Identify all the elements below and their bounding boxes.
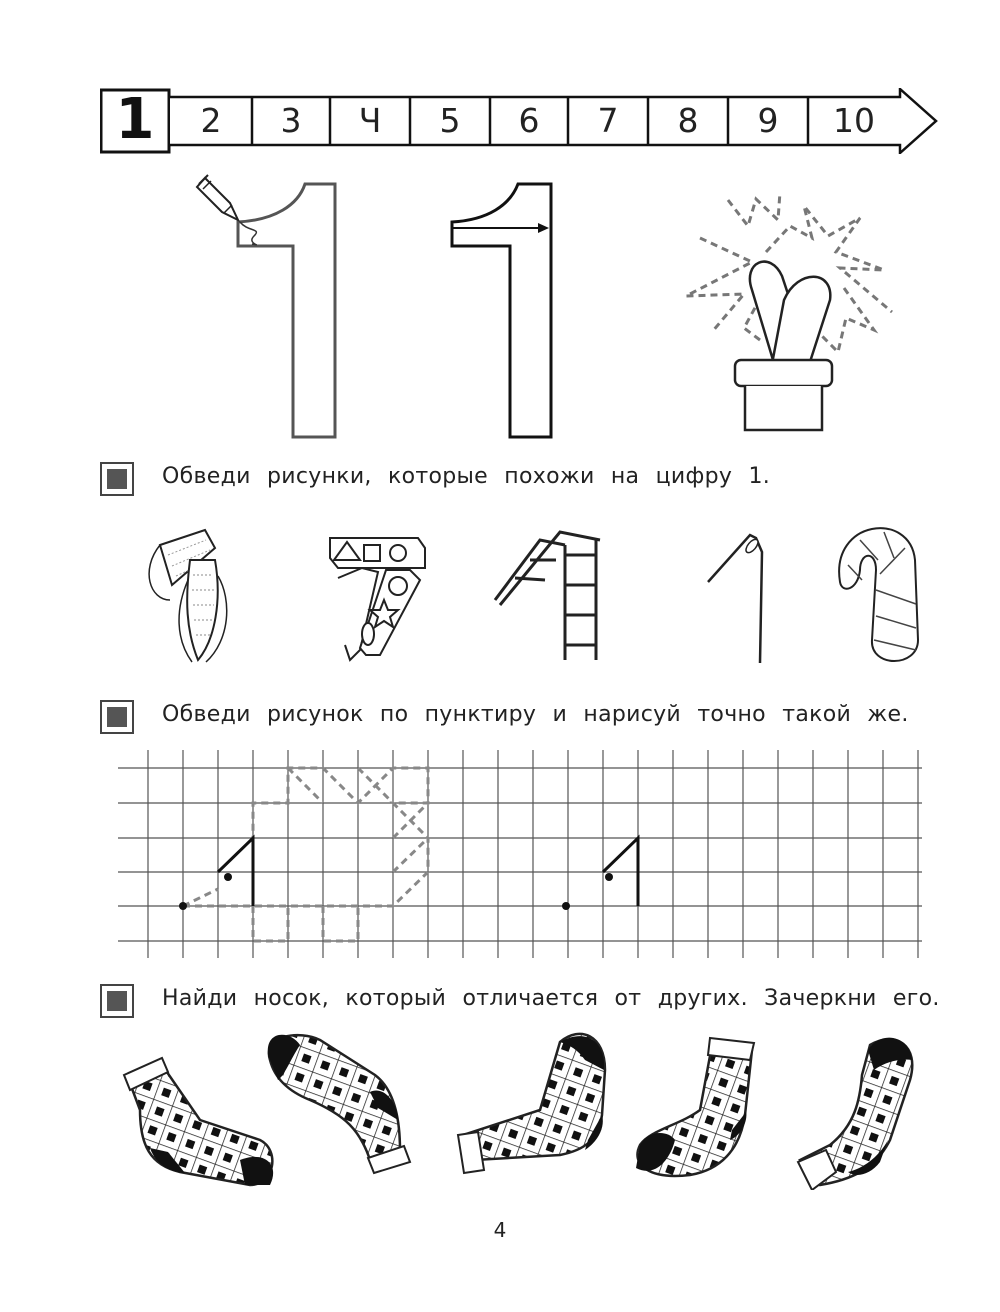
dotted-hedgehog-outline	[183, 768, 428, 941]
task-checkbox[interactable]	[100, 700, 134, 734]
candy-cane-icon	[839, 528, 918, 661]
task-checkbox[interactable]	[100, 984, 134, 1018]
strip-number: 7	[597, 101, 619, 140]
arrow-icon	[538, 223, 549, 233]
task-1-text: Обведи рисунки, которые похожи на цифру 1.	[162, 464, 771, 489]
number-strip	[100, 88, 940, 154]
strip-number: 9	[757, 101, 779, 140]
digit-one-outline-with-arrow	[440, 175, 560, 445]
task-3	[100, 984, 940, 1024]
blocks-icon	[330, 538, 425, 660]
ladder-icon	[495, 532, 600, 660]
digit-one-outline-with-pencil	[190, 170, 370, 445]
sock-icon[interactable]	[458, 1034, 605, 1173]
strip-number: Ч	[358, 101, 382, 140]
cactus-picture	[680, 190, 900, 440]
strip-number: 6	[518, 101, 540, 140]
task-3-text: Найди носок, который отличается от других. Зачеркни его.	[162, 986, 940, 1011]
sock-icon[interactable]	[636, 1038, 754, 1176]
grid-dots	[179, 873, 613, 910]
needle-icon	[708, 535, 762, 663]
task-2	[100, 700, 940, 740]
sock-icon[interactable]	[124, 1058, 273, 1185]
strip-number: 8	[677, 101, 699, 140]
page-number: 4	[493, 1218, 507, 1242]
sock-icon[interactable]	[798, 1038, 912, 1190]
task-2-text: Обведи рисунок по пунктиру и нарисуй точно такой же.	[162, 702, 909, 727]
task-checkbox[interactable]	[100, 462, 134, 496]
strip-number: 2	[200, 101, 222, 140]
strip-number: 5	[439, 101, 461, 140]
task-1	[100, 462, 940, 502]
corn-icon	[149, 530, 227, 662]
strip-number: 10	[833, 101, 875, 140]
task-1-pictures	[120, 520, 920, 670]
strip-number: 3	[280, 101, 302, 140]
drawing-grid	[118, 750, 924, 960]
socks-row	[115, 1025, 915, 1190]
pencil-icon	[197, 175, 238, 220]
strip-number-first: 1	[115, 87, 155, 152]
sock-icon[interactable]	[268, 1035, 410, 1173]
